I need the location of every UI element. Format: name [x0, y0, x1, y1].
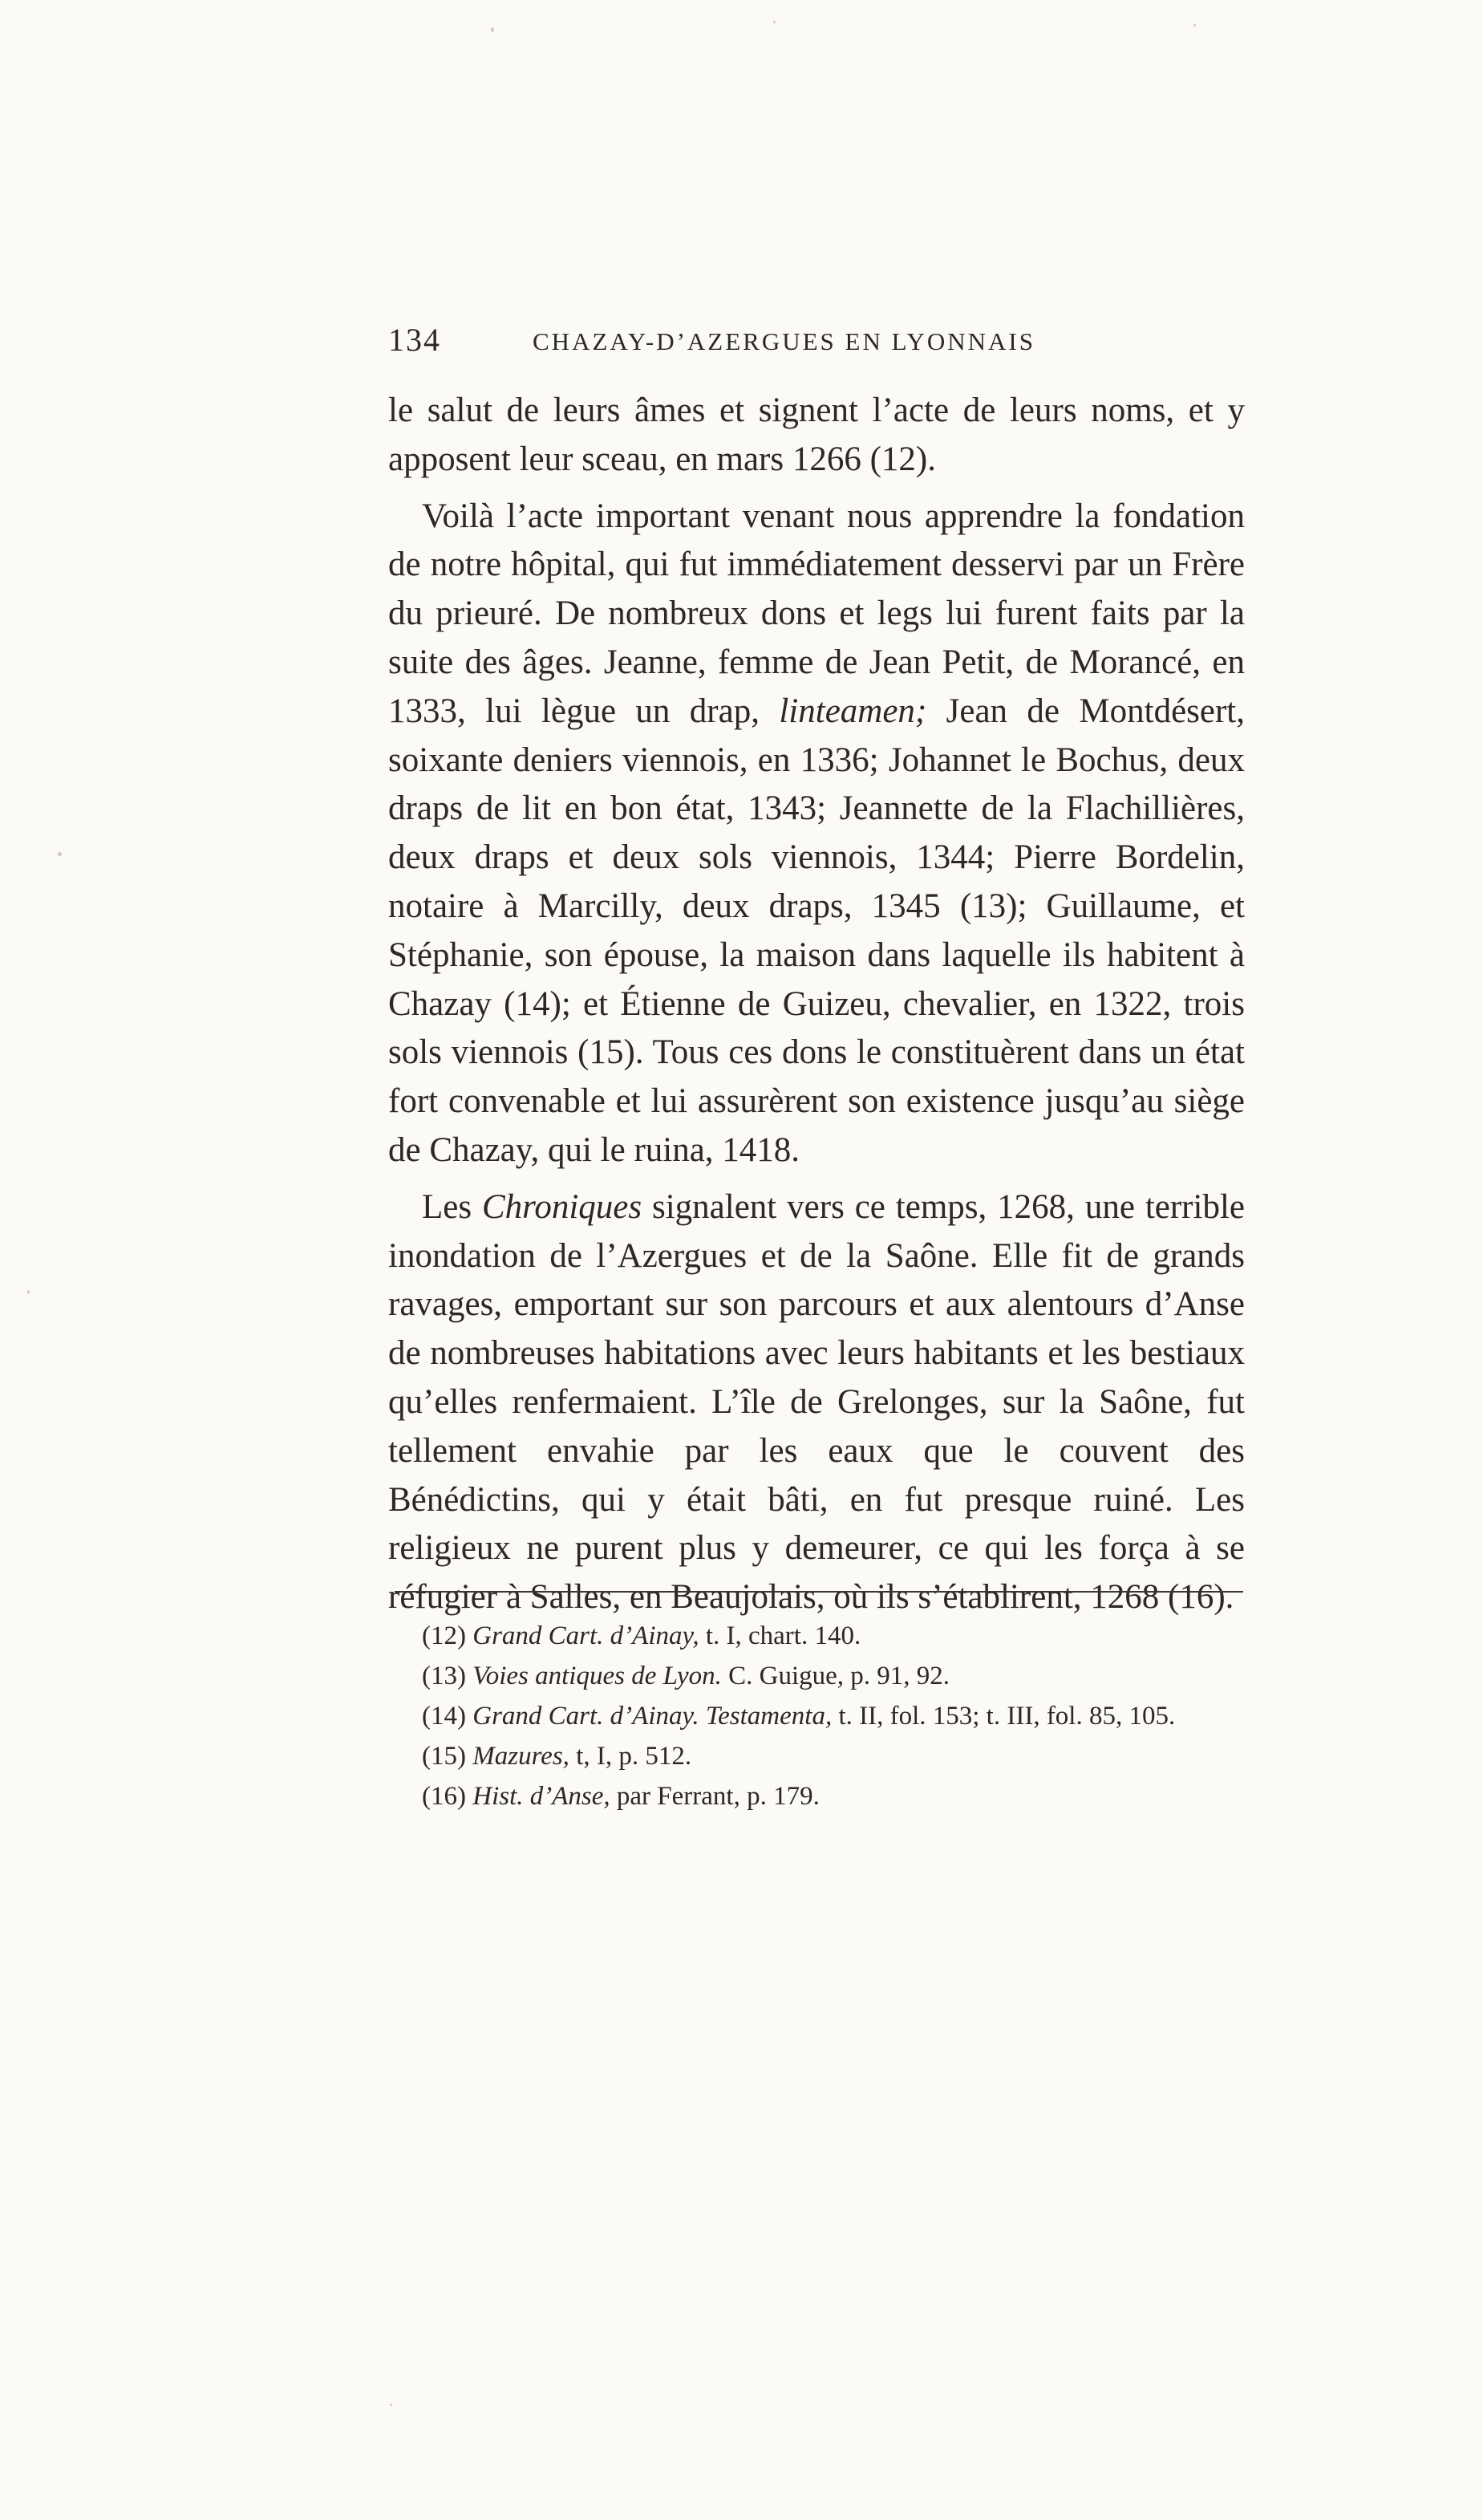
- footnote-source: Voies antiques de Lyon.: [472, 1662, 722, 1690]
- paragraph-2-text-b: Jean de Montdésert, soixante deniers viennois, en 1336; Johannet le Bochus, deux draps de lit en bon état, 1343; Jeannette de la Flachillières, deux draps et deux sols viennois, 1344; Pierre Bordelin, notaire à Marcilly, deux draps, 1345 (13); Guillaume, et Stéphanie, son épouse, la maison dans laquelle ils habitent à Chazay (14); et Étienne de Guizeu, chevalier, en 1322, trois sols viennois (15). Tous ces dons le constituèrent dans un état fort convenable et lui assurèrent son existence jusqu’au siège de Chazay, qui le ruina, 1418.: [388, 692, 1246, 1169]
- footnote-16: [388, 1776, 1245, 1816]
- paragraph-3-italic: Chroniques: [482, 1187, 642, 1226]
- scan-speck: [491, 27, 494, 32]
- paragraph-2-text-a: Voilà l’acte important venant nous apprendre la fondation de notre hôpital, qui fut immédiatement desservi par un Frère du prieuré. De nombreux dons et legs lui furent faits par la suite des âges. Jeanne, femme de Jean Petit, de Morancé, en 1333, lui lègue un drap,: [388, 497, 1245, 730]
- body-text: [388, 387, 1245, 1622]
- footnote-number: (15): [422, 1742, 466, 1771]
- paragraph-3-text-b: signalent vers ce temps, 1268, une terrible inondation de l’Azergues et de la Saône. Elle fit de grands ravages, emportant sur son parcours et aux alentours d’Anse de nombreuses habitations avec leurs habitants et les bestiaux qu’elles renfermaient. L’île de Grelonges, sur la Saône, fut tellement envahie par les eaux que le couvent des Bénédictins, qui y était bâti, en fut presque ruiné. Les religieux ne purent plus y demeurer, ce qui les força à se réfugier à Salles, en Beaujolais, où ils s’établirent, 1268 (16).: [388, 1187, 1245, 1617]
- running-title: CHAZAY-D’AZERGUES EN LYONNAIS: [533, 327, 1035, 355]
- running-head: [388, 321, 1245, 369]
- footnote-reference: par Ferrant, p. 179.: [610, 1782, 820, 1811]
- footnote-13: [388, 1656, 1245, 1696]
- scan-speck: [773, 21, 776, 23]
- paragraph-3-text-a: Les: [422, 1187, 482, 1226]
- footnote-15: [388, 1736, 1245, 1776]
- footnote-reference: t, I, p. 512.: [569, 1742, 692, 1771]
- footnote-source: Grand Cart. d’Ainay. Testamenta,: [472, 1702, 833, 1731]
- footnote-number: (16): [422, 1782, 466, 1811]
- scan-speck: [390, 2404, 392, 2406]
- footnote-12: [388, 1616, 1245, 1656]
- footnote-separator: [395, 1591, 1243, 1593]
- paragraph-2-italic: linteamen;: [779, 692, 927, 730]
- footnote-14: [388, 1696, 1245, 1736]
- footnotes: [388, 1616, 1245, 1816]
- scan-speck: [58, 852, 62, 856]
- footnote-reference: C. Guigue, p. 91, 92.: [721, 1662, 950, 1690]
- footnote-number: (12): [422, 1621, 466, 1650]
- paragraph-2: [388, 493, 1245, 1175]
- paragraph-1-text: le salut de leurs âmes et signent l’acte de leurs noms, et y apposent leur sceau, en mars 1266 (12).: [388, 392, 1245, 478]
- footnote-number: (14): [422, 1702, 466, 1731]
- footnote-reference: t. I, chart. 140.: [699, 1621, 861, 1650]
- footnote-reference: t. II, fol. 153; t. III, fol. 85, 105.: [832, 1702, 1176, 1731]
- footnote-source: Hist. d’Anse,: [472, 1782, 610, 1811]
- page-number: 134: [388, 322, 441, 358]
- footnote-number: (13): [422, 1662, 466, 1690]
- footnote-source: Grand Cart. d’Ainay,: [472, 1621, 699, 1650]
- scan-speck: [27, 1290, 30, 1294]
- paragraph-1: [388, 387, 1245, 485]
- scan-speck: [1193, 24, 1196, 26]
- footnote-source: Mazures,: [472, 1742, 569, 1771]
- paragraph-3: [388, 1183, 1245, 1622]
